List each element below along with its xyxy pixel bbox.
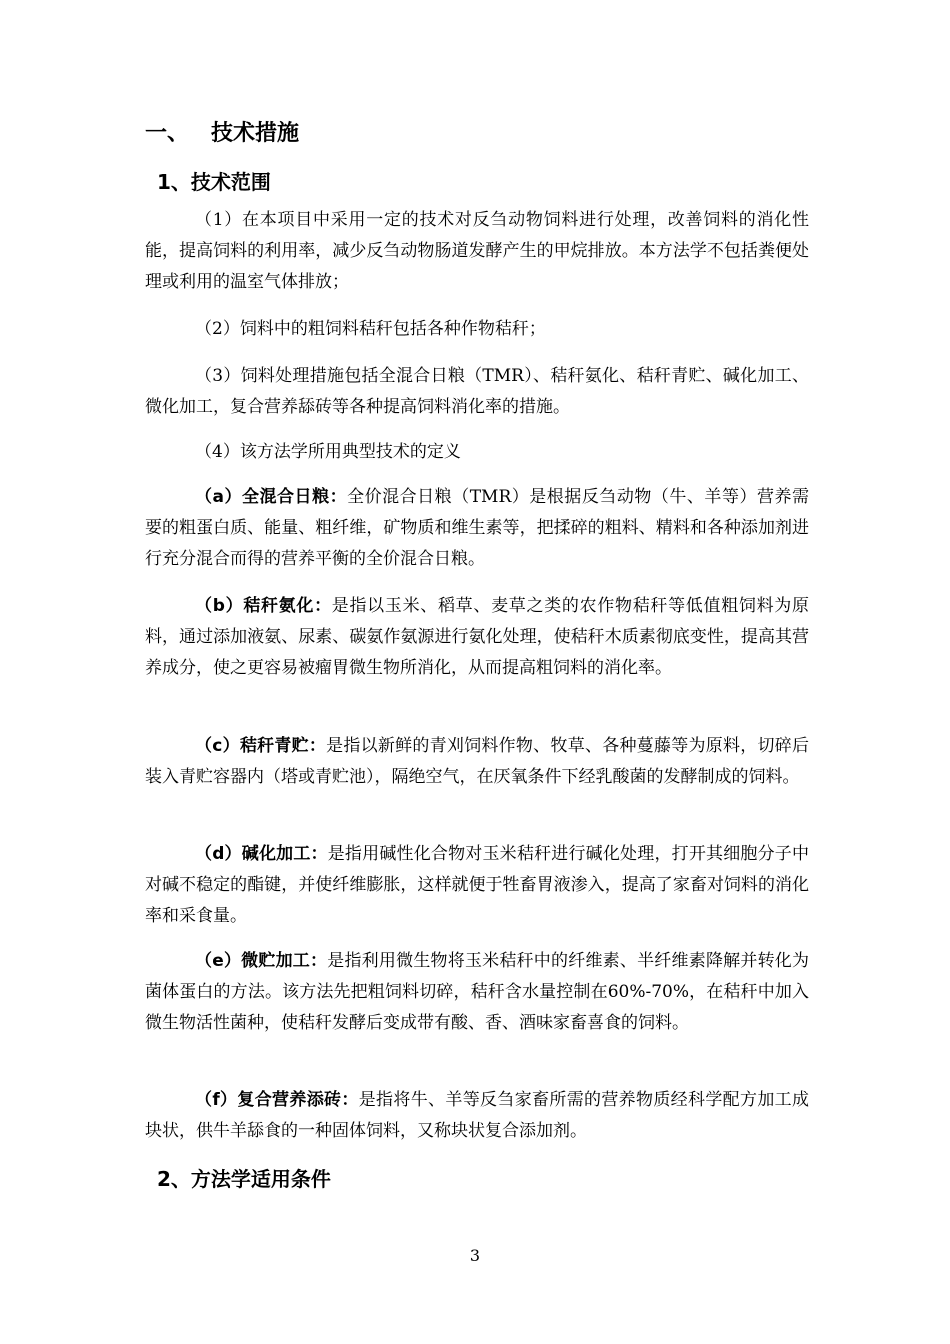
definition-text: 是指利用微生物将玉米秸秆中的纤维素、半纤维素降解并转化为菌体蛋白的方法。该方法先把粗饲料切碎，秸秆含水量控制在60%-70%，在秸秆中加入微生物活性菌种，使秸秆发酵后变成带有酸、香、酒味家畜喜食的饲料。 [145, 951, 810, 1033]
definition-text: 是指以玉米、稻草、麦草之类的农作物秸秆等低值粗饲料为原料，通过添加液氨、尿素、碳氨作氨源进行氨化处理，使秸秆木质素彻底变性，提高其营养成分，使之更容易被瘤胃微生物所消化，从而提高粗饲料的消化率。 [145, 596, 810, 678]
definition-term: （a）全混合日粮： [195, 487, 348, 507]
definition-f [145, 1085, 809, 1147]
definition-d [145, 839, 809, 932]
section-heading-2: 2、方法学适用条件 [157, 1167, 331, 1191]
definition-a [145, 482, 809, 575]
paragraph-4: （4）该方法学所用典型技术的定义 [195, 442, 461, 462]
chapter-title: 技术措施 [211, 121, 300, 146]
definition-b [145, 591, 809, 684]
definition-e [145, 946, 809, 1039]
chapter-number: 一、 [145, 121, 190, 146]
definition-text: 全价混合日粮（TMR）是根据反刍动物（牛、羊等）营养需要的粗蛋白质、能量、粗纤维，矿物质和维生素等，把揉碎的粗料、精料和各种添加剂进行充分混合而得的营养平衡的全价混合日粮。 [145, 487, 809, 569]
definition-term: （b）秸秆氨化： [195, 596, 332, 616]
section-heading-1: 1、技术范围 [157, 170, 271, 194]
page-number: 3 [469, 1246, 481, 1265]
paragraph-2: （2）饲料中的粗饲料秸秆包括各种作物秸秆； [195, 319, 546, 339]
definition-text: 是指用碱性化合物对玉米秸秆进行碱化处理，打开其细胞分子中对碱不稳定的酯键，并使纤维膨胀，这样就便于牲畜胃液渗入，提高了家畜对饲料的消化率和采食量。 [145, 844, 810, 926]
definition-text: 是指将牛、羊等反刍家畜所需的营养物质经科学配方加工成块状，供牛羊舔食的一种固体饲料，又称块状复合添加剂。 [145, 1090, 809, 1141]
chapter-heading [145, 116, 299, 147]
definition-term: （e）微贮加工： [195, 951, 328, 971]
definition-text: 是指以新鲜的青刈饲料作物、牧草、各种蔓藤等为原料，切碎后装入青贮容器内（塔或青贮池），隔绝空气，在厌氧条件下经乳酸菌的发酵制成的饲料。 [145, 736, 810, 787]
paragraph-1: （1）在本项目中采用一定的技术对反刍动物饲料进行处理，改善饲料的消化性能，提高饲料的利用率，减少反刍动物肠道发酵产生的甲烷排放。本方法学不包括粪便处理或利用的温室气体排放； [145, 210, 809, 292]
definition-term: （d）碱化加工： [195, 844, 328, 864]
definition-term: （c）秸秆青贮： [195, 736, 327, 756]
definition-c [145, 731, 809, 793]
definition-term: （f）复合营养添砖： [195, 1090, 359, 1110]
paragraph-3: （3）饲料处理措施包括全混合日粮（TMR）、秸秆氨化、秸秆青贮、碱化加工、微化加工，复合营养舔砖等各种提高饲料消化率的措施。 [145, 366, 809, 417]
